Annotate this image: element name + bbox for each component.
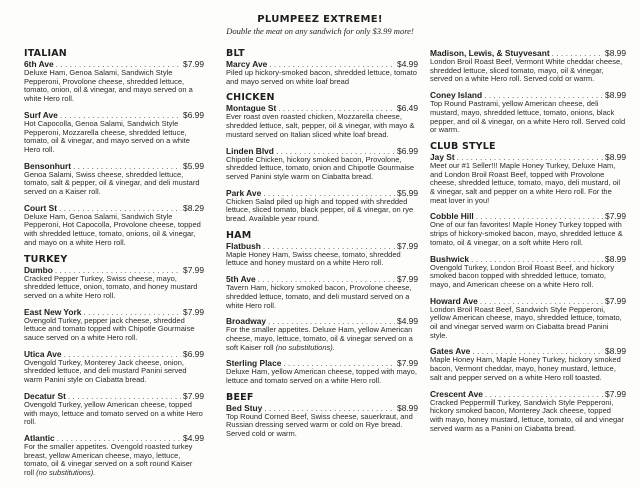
item-description (226, 113, 418, 139)
section-heading-turkey: TURKEY (24, 253, 68, 265)
item-name: Court St (24, 202, 58, 213)
menu-item-cobble-hill (430, 211, 626, 247)
item-description-text: London Broil Roast Beef, Sandwich Style Pepperoni, yellow American cheese, mayo, shredded lettuce, tomato, oil and vinegar served warm on Ciabatta bread Panini style. (430, 304, 622, 340)
section-heading-ham: HAM (226, 229, 252, 241)
item-name: Dumbo (24, 264, 53, 275)
menu-item-bensonhurt (24, 161, 204, 197)
item-description (430, 221, 626, 247)
item-price: $8.99 (605, 90, 626, 101)
item-description (24, 275, 204, 301)
menu-item-decatur-st (24, 391, 204, 427)
item-price: $5.99 (183, 160, 204, 171)
item-description (226, 156, 418, 182)
item-price: $6.99 (397, 145, 418, 156)
item-name: Broadway (226, 316, 267, 327)
menu-item-east-new-york (24, 307, 204, 343)
item-name: Gates Ave (430, 346, 471, 357)
item-price: $7.99 (183, 264, 204, 275)
item-description (24, 443, 204, 478)
item-name: Park Ave (226, 187, 262, 198)
menu-item-bed-stuy (226, 403, 418, 439)
item-name: Flatbush (226, 240, 261, 251)
item-description (430, 306, 626, 341)
menu-item-surf-ave (24, 110, 204, 155)
item-description (430, 58, 626, 84)
menu-item-crescent-ave (430, 389, 626, 434)
item-note: (no substitutions). (36, 468, 96, 478)
item-name: Bed Stuy (226, 402, 263, 413)
item-description-text: Top Round Corned Beef, Swiss cheese, sauerkraut, and Russian dressing served warm or cold on Rye bread. Served cold or warm. (226, 411, 413, 439)
item-description-text: London Broil Roast Beef, Vermont White cheddar cheese, shredded lettuce, sliced tomato, mayo, oil & vinegar, served on a white Hero roll. Served cold or warm. (430, 57, 623, 84)
menu-item-flatbush (226, 241, 418, 268)
item-description (24, 171, 204, 197)
item-price: $8.99 (605, 48, 626, 58)
item-description-text: Cracked Pepper Turkey, Swiss cheese, mayo, shredded lettuce, onion, tomato, and honey mustard served on a white Hero roll. (24, 273, 198, 300)
item-description-text: Ovengold Turkey, Monterey Jack cheese, onion, shredded lettuce, and deli mustard Panini served warm Panini style on Ciabatta bread. (24, 357, 187, 385)
item-name: Surf Ave (24, 109, 58, 120)
item-description-text: Piled up hickory-smoked bacon, shredded lettuce, tomato and mayo served on white loaf bread (226, 68, 417, 86)
menu-title: PLUMPEEZ EXTREME! (257, 14, 383, 25)
item-name: 5th Ave (226, 274, 256, 285)
item-price: $6.99 (183, 109, 204, 120)
menu-item-madison-lewis-stuyvesant (430, 48, 626, 84)
item-name: Sterling Place (226, 358, 282, 369)
menu-item-marcy-ave (226, 59, 418, 86)
item-price: $6.49 (397, 103, 418, 114)
item-description (226, 198, 418, 224)
item-name: Decatur St (24, 390, 66, 401)
item-name: Cobble Hill (430, 211, 474, 222)
menu-column-3 (430, 48, 626, 439)
item-price: $7.99 (397, 358, 418, 369)
item-description-text: Meet our #1 Seller!!! Maple Honey Turkey, Deluxe Ham, and London Broil Roast Beef, topped with Provolone cheese, shredded lettuce, tomato, mayo, deli mustard, oil & vinegar, salt and pepper on a white Hero roll. For the meat lover in you! (430, 160, 621, 205)
item-price: $7.99 (605, 388, 626, 399)
item-name: Madison, Lewis, & Stuyvesant (430, 48, 550, 58)
item-description-text: Ovengold Turkey, pepper jack cheese, shredded lettuce and tomato topped with Chipotle Gourmaise sauce served on a white Hero roll. (24, 315, 195, 343)
item-description-text: Chicken Salad piled up high and topped with shredded lettuce, sliced tomato, black pepper, oil & vinegar, on rye bread. Available year round. (226, 196, 414, 224)
menu-item-sterling-place (226, 358, 418, 385)
item-description (430, 100, 626, 135)
item-price: $4.99 (397, 316, 418, 327)
item-price: $7.99 (183, 390, 204, 401)
item-price: $7.99 (183, 59, 204, 69)
item-description (226, 413, 418, 439)
item-name: East New York (24, 306, 82, 317)
item-description-text: Maple Honey Ham, Maple Honey Turkey, hickory smoked bacon, Vermont cheddar, mayo, honey mustard, lettuce, salt and pepper served on a white Hero roll toasted. (430, 355, 621, 382)
item-description (24, 120, 204, 155)
section-heading-beef: BEEF (226, 391, 254, 403)
item-description-text: Genoa Salami, Swiss cheese, shredded lettuce, tomato, salt & pepper, oil & vinegar, and deli mustard served on a Kaiser roll. (24, 169, 200, 197)
item-description (430, 162, 626, 206)
menu-item-jay-st (430, 152, 626, 206)
item-price: $8.99 (605, 151, 626, 162)
item-name: 6th Ave (24, 59, 54, 69)
item-price: $7.99 (605, 211, 626, 222)
menu-item-5th-ave (226, 274, 418, 310)
item-description-text: Chipotle Chicken, hickory smoked bacon, Provolone, shredded lettuce, tomato, onion and Chipotle Gourmaise served Panini style warm on Ciabatta bread. (226, 154, 415, 181)
menu-column-1 (24, 48, 204, 484)
item-description (24, 359, 204, 385)
menu-item-court-st (24, 203, 204, 248)
menu-item-park-ave (226, 188, 418, 224)
item-description-text: For the smaller appetites. Ovengold roasted turkey breast, yellow American cheese, mayo, lettuce, tomato, oil & vinegar served on a soft round Kaiser roll (24, 441, 193, 478)
item-description-text: Top Round Pastrami, yellow American cheese, deli mustard, mayo, shredded lettuce, tomato, onions, black pepper, and oil & vinegar, on a white Hero roll. Served cold or warm. (430, 99, 626, 135)
item-note: (no substitutions). (275, 342, 335, 352)
menu-item-howard-ave (430, 296, 626, 341)
item-price: $4.99 (183, 432, 204, 443)
item-description (24, 401, 204, 427)
item-description-text: Deluxe Ham, Genoa Salami, Sandwich Style Pepperoni, Hot Capocolla, Provolone cheese, topped with shredded lettuce, tomato, onions, oil & vinegar, and mayo on a white Hero roll. (24, 211, 201, 247)
item-description-text: Deluxe Ham, yellow American cheese, topped with mayo, lettuce and tomato served on a white Hero roll. (226, 367, 417, 386)
item-description (24, 69, 204, 104)
item-name: Utica Ave (24, 348, 62, 359)
item-name: Linden Blvd (226, 145, 274, 156)
item-description (226, 368, 418, 385)
item-name: Jay St (430, 151, 455, 162)
item-description-text: Ovengold Turkey, yellow American cheese, topped with mayo, lettuce and tomato served on a white Hero roll. (24, 399, 203, 427)
menu-item-6th-ave (24, 59, 204, 104)
item-price: $7.99 (605, 295, 626, 306)
menu-column-2 (226, 48, 418, 445)
item-name: Crescent Ave (430, 388, 483, 399)
item-price: $7.99 (397, 240, 418, 251)
item-description-text: Deluxe Ham, Genoa Salami, Sandwich Style Pepperoni, Provolone cheese, shredded lettuce, tomato, onion, oil & vinegar, and mayo served on a white Hero roll. (24, 68, 193, 104)
item-description (24, 317, 204, 343)
item-price: $6.99 (183, 348, 204, 359)
item-name: Coney Island (430, 90, 483, 101)
menu-item-broadway (226, 316, 418, 352)
item-price: $7.99 (183, 306, 204, 317)
menu-item-gates-ave (430, 346, 626, 382)
item-price: $8.99 (397, 402, 418, 413)
menu-header (0, 14, 640, 36)
menu-subtitle: Double the meat on any sandwich for only $3.99 more! (226, 26, 414, 36)
menu-item-utica-ave (24, 349, 204, 385)
item-description (226, 284, 418, 310)
item-description-text: Maple Honey Ham, Swiss cheese, tomato, shredded lettuce and honey mustard on a white Hero roll. (226, 249, 401, 268)
item-name: Howard Ave (430, 295, 478, 306)
menu-item-dumbo (24, 265, 204, 301)
item-description-text: Ovengold Turkey, London Broil Roast Beef, and hickory smoked bacon topped with shredded lettuce, tomato, mayo, and American cheese on a white Hero roll. (430, 262, 615, 289)
item-description (430, 264, 626, 290)
item-description (226, 326, 418, 352)
item-price: $8.29 (183, 202, 204, 213)
item-description (430, 399, 626, 434)
section-heading-chicken: CHICKEN (226, 92, 275, 104)
menu-item-atlantic (24, 433, 204, 478)
section-heading-club-style: CLUB STYLE (430, 140, 496, 152)
item-description (430, 356, 626, 382)
item-name: Bensonhurt (24, 160, 71, 171)
menu-item-linden-blvd (226, 146, 418, 182)
item-price: $4.99 (397, 59, 418, 69)
item-description-text: One of our fan favorites! Maple Honey Turkey topped with strips of hickory-smoked bacon, mayo, shredded lettuce & tomato, oil & vinegar, on a soft white Hero roll. (430, 220, 623, 247)
item-name: Montague St (226, 103, 277, 114)
item-description (226, 251, 418, 268)
item-price: $5.99 (397, 187, 418, 198)
item-price: $8.99 (605, 253, 626, 264)
item-name: Bushwick (430, 253, 470, 264)
item-description-text: For the smaller appetites. Deluxe Ham, yellow American cheese, mayo, lettuce, tomato, oil & vinegar served on a soft Kaiser roll (226, 325, 413, 352)
item-price: $8.99 (605, 346, 626, 357)
item-name: Atlantic (24, 432, 55, 443)
item-description-text: Hot Capocolla, Genoa Salami, Sandwich Style Pepperoni, Mozzarella cheese, shredded lettuce, tomato, oil & vinegar, and mayo served on a white Hero roll. (24, 118, 190, 154)
section-heading-italian: ITALIAN (24, 48, 67, 59)
menu-item-coney-island (430, 90, 626, 135)
item-description (226, 69, 418, 86)
item-description-text: Ever roast oven roasted chicken, Mozzarella cheese, shredded lettuce, salt, pepper, oil & vinegar, with mayo & mustard served on Italian sliced white loaf bread. (226, 112, 415, 139)
menu-item-bushwick (430, 254, 626, 290)
menu-item-montague-st (226, 103, 418, 139)
section-heading-blt: BLT (226, 48, 245, 59)
item-name: Marcy Ave (226, 59, 268, 69)
item-description-text: Tavern Ham, hickory smoked bacon, Provolone cheese, shredded lettuce, tomato, and deli mustard served on a white Hero roll. (226, 283, 412, 310)
item-price: $7.99 (397, 274, 418, 285)
item-description (24, 213, 204, 248)
item-description-text: Cracked Peppermill Turkey, Sandwich Style Pepperoni, hickory smoked bacon, Monterey Jack cheese, topped with mayo, honey mustard, lettuce, tomato, oil and vinegar served warm as a Panini on Ciabatta bread. (430, 397, 624, 433)
